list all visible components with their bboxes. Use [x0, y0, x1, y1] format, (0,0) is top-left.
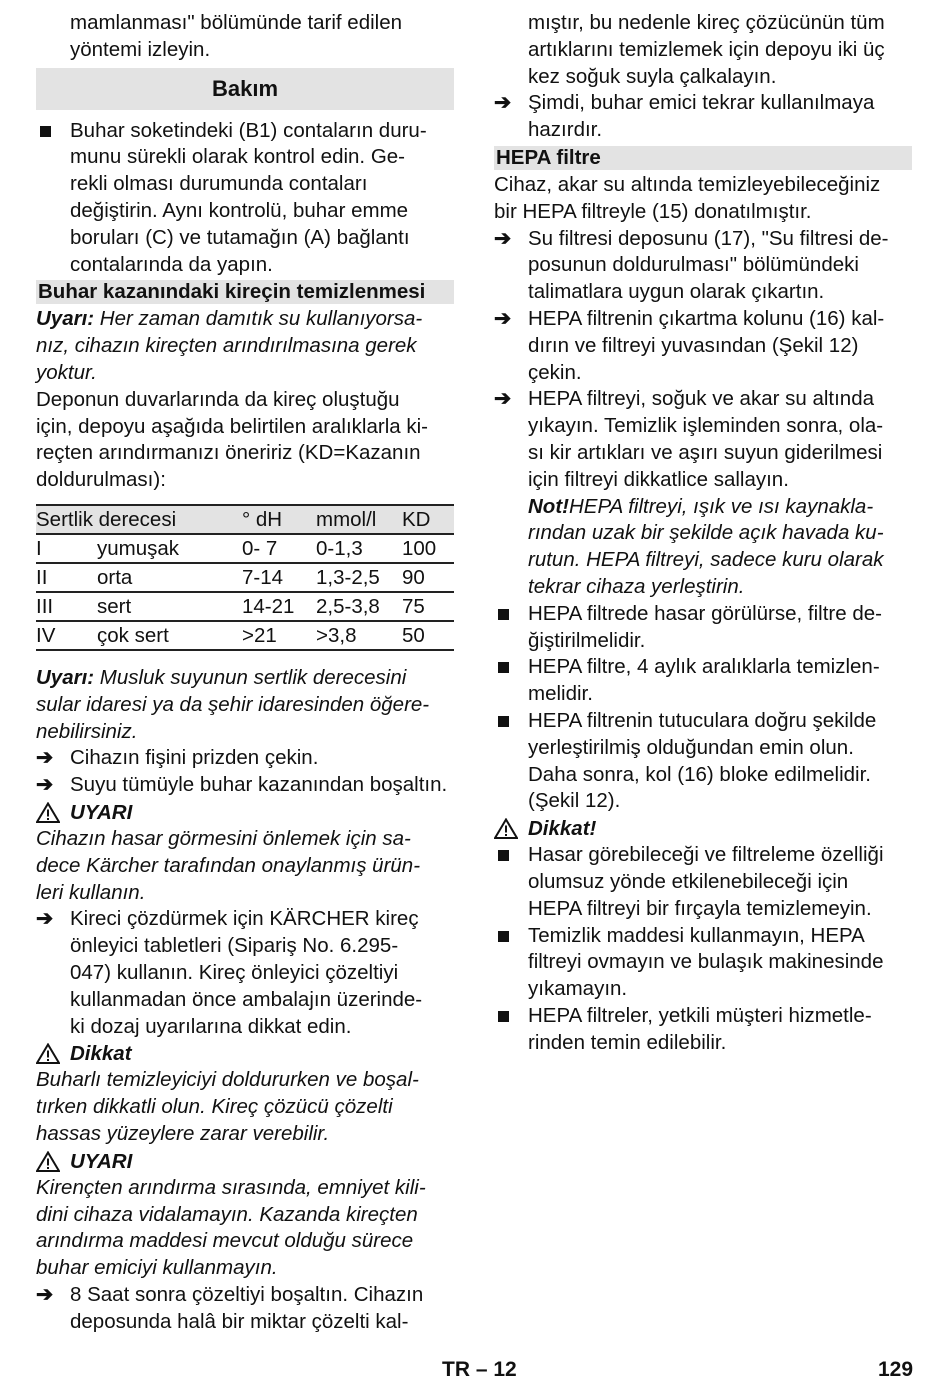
bullet-item-service: HEPA filtreler, yetkili müşteri hizmetle- rinden temin edilebilir.	[494, 1003, 912, 1057]
table-row: I yumuşak 0- 7 0-1,3 100	[36, 534, 454, 563]
warning-text-safety-lock: Kirençten arındırma sırasında, emniyet kili- dini cihaza vidalamayın. Kazanda kireçten arındırma maddesi mevcut olduğu sürece buhar emiciyi kullanmayın.	[36, 1175, 426, 1280]
arrow-icon: ➔	[494, 387, 512, 411]
warning-heading-uyari-2: UYARI	[36, 1148, 454, 1175]
step-lift-lever: ➔ HEPA filtrenin çıkartma kolunu (16) kal- dırın ve filtreyi yuvasından (Şekil 12) çekin.	[494, 306, 885, 384]
hardness-table	[36, 504, 454, 651]
warning-heading-uyari: UYARI	[36, 799, 454, 826]
step-ready: ➔ Şimdi, buhar emici tekrar kullanılmaya hazırdır.	[494, 91, 875, 142]
arrow-icon: ➔	[36, 773, 54, 797]
arrow-icon: ➔	[494, 226, 512, 250]
step-unplug: ➔ Cihazın fişini prizden çekin.	[36, 746, 319, 770]
warning-triangle-icon	[36, 1043, 60, 1064]
note-dry-filter: Not!HEPA filtreyi, ışık ve ısı kaynakla- rından uzak bir şekilde açık havada ku- rutun. HEPA filtreyi, sadece kuru olarak tekrar cihaza yerleştirin.	[528, 494, 884, 598]
intro-text: mamlanması" bölümünde tarif edilen yöntemi izleyin.	[70, 11, 403, 61]
right-column	[494, 10, 912, 1056]
warning-triangle-icon	[36, 1151, 60, 1172]
left-column	[36, 10, 454, 1335]
step-wash-filter: ➔ HEPA filtreyi, soğuk ve akar su altında yıkayın. Temizlik işleminden sonra, ola- sı kir artıkları ve aşırı suyun giderilmesi için filtreyi dikkatlice sallayın.	[494, 387, 884, 491]
arrow-icon: ➔	[36, 907, 54, 931]
table-header: mmol/l	[316, 505, 402, 534]
arrow-icon: ➔	[36, 1282, 54, 1306]
warning-text-kaercher: Cihazın hasar görmesini önlemek için sa- dece Kärcher tarafından onaylanmış ürün- leri kullanın.	[36, 826, 421, 904]
warning-heading-dikkat-right: Dikkat!	[494, 815, 912, 842]
bullet-item-detergent: Temizlik maddesi kullanmayın, HEPA filtreyi ovmayın ve bulaşık makinesinde yıkamayın.	[494, 923, 912, 1003]
note-uyari-distilled: Uyarı: Her zaman damıtık su kullanıyorsa- nız, cihazın kireçten arındırılmasına gerek yoktur.	[36, 307, 423, 384]
warning-triangle-icon	[36, 802, 60, 823]
footer-language-page: TR – 12	[442, 1358, 517, 1381]
step-remove-tank: ➔ Su filtresi deposunu (17), "Su filtresi de- posunun doldurulması" bölümündeki talimatlara uygun olarak çıkartın.	[494, 226, 889, 304]
footer-page-number: 129	[878, 1358, 914, 1381]
bullet-item-4-months: HEPA filtre, 4 aylık aralıklarla temizlen- melidir.	[494, 654, 912, 708]
table-header: ° dH	[242, 505, 316, 534]
warning-heading-dikkat: Dikkat	[36, 1040, 454, 1067]
arrow-icon: ➔	[494, 306, 512, 330]
bullet-item-contalar: Buhar soketindeki (B1) contaların duru- munu sürekli olarak kontrol edin. Ge- rekli olması durumunda contaları değiştirin. Aynı kontrolü, buhar emme boruları (C) ve tutamağın (A) bağlantı contalarında da yapın.	[36, 118, 454, 279]
step-tablets: ➔ Kireci çözdürmek için KÄRCHER kireç önleyici tabletleri (Sipariş No. 6.295- 047) kullanın. Kireç önleyici çözeltiyi kullanmadan önce ambalajın üzerinde- ki dozaj uyarılarına dikkat edin.	[36, 907, 423, 1038]
table-row: III sert 14-21 2,5-3,8 75	[36, 592, 454, 621]
bullet-item-holders: HEPA filtrenin tutuculara doğru şekilde yerleştirilmiş olduğundan emin olun. Daha sonra, kol (16) bloke edilmelidir. (Şekil 12).	[494, 708, 912, 815]
paragraph-hepa-intro: Cihaz, akar su altında temizleyebileceğiniz bir HEPA filtreyle (15) donatılmıştır.	[494, 172, 881, 223]
warning-triangle-icon	[494, 818, 518, 839]
paragraph-deponun: Deponun duvarlarında da kireç oluştuğu için, depoyu aşağıda belirtilen aralıklarla ki- reçten arındırmanızı öneririz (KD=Kazanın doldurulması):	[36, 387, 428, 492]
continued-text: mıştır, bu nedenle kireç çözücünün tüm artıklarını temizlemek için depoyu iki üç kez soğuk suyla çalkalayın.	[528, 11, 885, 88]
arrow-icon: ➔	[36, 746, 54, 770]
step-8-hours: ➔ 8 Saat sonra çözeltiyi boşaltın. Cihazın deposunda halâ bir miktar çözelti kal-	[36, 1282, 424, 1333]
bullet-item-damage: HEPA filtrede hasar görülürse, filtre de- ğiştirilmelidir.	[494, 601, 912, 655]
table-header-row	[36, 505, 454, 534]
note-uyari-musluk: Uyarı: Musluk suyunun sertlik derecesini sular idaresi ya da şehir idaresinden öğere- nebilirsiniz.	[36, 665, 430, 743]
warning-text-filling: Buharlı temizleyiciyi doldururken ve boşal- tırken dikkatli olun. Kireç çözücü çözelti hassas yüzeylere zarar verebilir.	[36, 1068, 419, 1145]
subheading-hepa: HEPA filtre	[494, 146, 912, 170]
arrow-icon: ➔	[494, 91, 512, 115]
bullet-item-brush: Hasar görebileceği ve filtreleme özelliği olumsuz yönde etkilenebileceği için HEPA filtreyi bir fırçayla temizlemeyin.	[494, 842, 912, 922]
step-drain: ➔ Suyu tümüyle buhar kazanından boşaltın.	[36, 773, 448, 797]
table-row: IV çok sert >21 >3,8 50	[36, 621, 454, 650]
table-header: KD	[402, 505, 454, 534]
table-row: II orta 7-14 1,3-2,5 90	[36, 563, 454, 592]
table-header: Sertlik derecesi	[36, 505, 242, 534]
subheading-kirec: Buhar kazanındaki kireçin temizlenmesi	[36, 280, 454, 304]
section-heading-bakim: Bakım	[36, 68, 454, 110]
